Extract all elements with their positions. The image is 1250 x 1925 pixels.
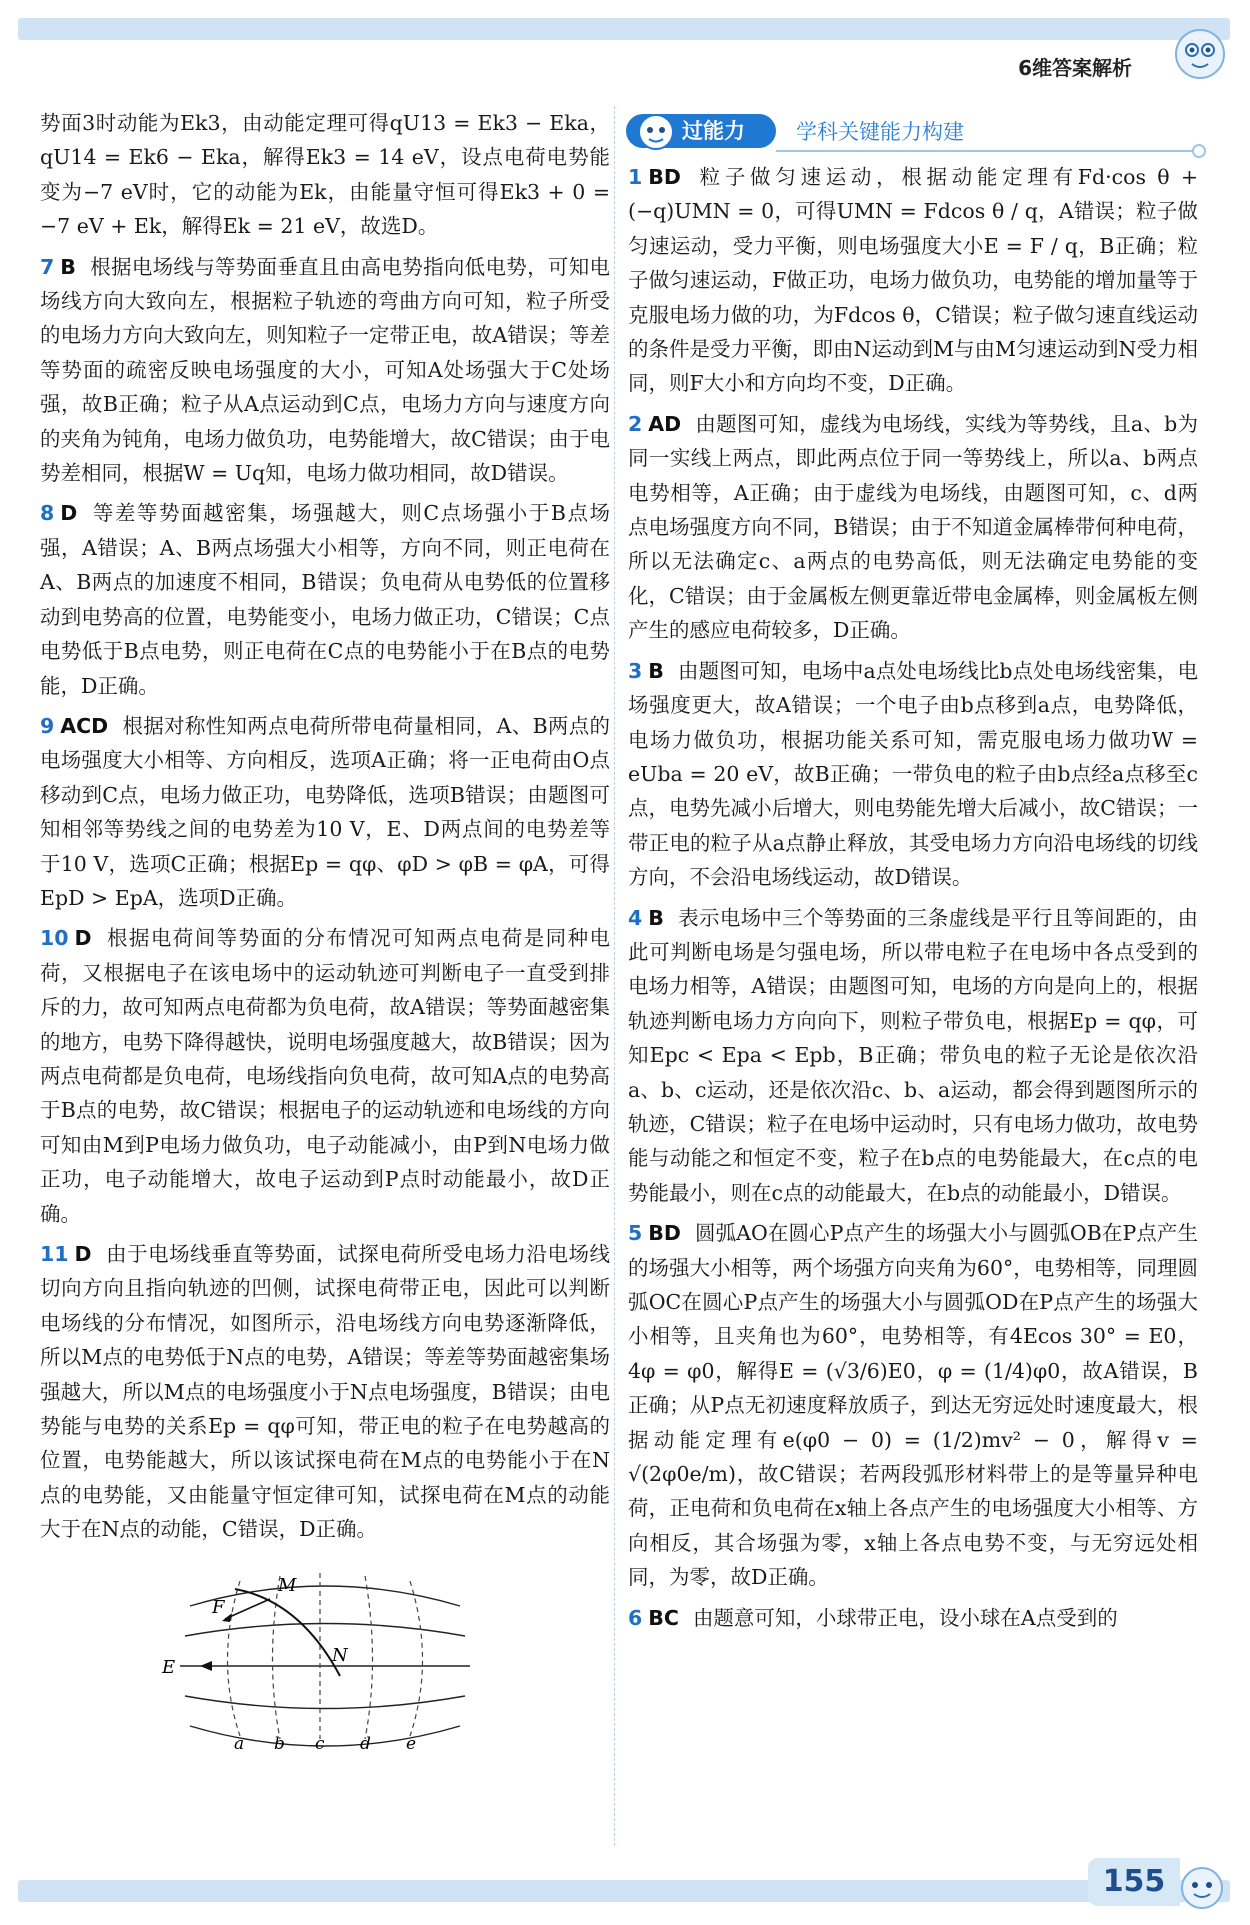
question-number: 10 xyxy=(40,926,69,951)
label-c: c xyxy=(315,1733,325,1751)
field-line xyxy=(190,1586,460,1606)
page-number: 155 xyxy=(1088,1858,1180,1906)
answer-choice: D xyxy=(60,501,78,526)
question-number: 8 xyxy=(40,501,55,526)
answer-text: 由于电场线垂直等势面，试探电荷所受电场力沿电场线切向方向且指向轨迹的凹侧，试探电荷带正电，因此可以判断电场线的分布情况，如图所示，沿电场线方向电势逐渐降低，所以M点的电势低于N点的电势，A错误；等差等势面越密集场强越大，所以M点的电场强度小于N点电场强度，B错误；由电势能与电势的关系Ep = qφ可知，带正电的粒子在电势越高的位置，电势能越大，所以该试探电荷在M点的电势能小于在N点的电势能，又由能量守恒定律可知，试探电荷在M点的动能大于在N点的动能，C错误，D正确。 xyxy=(40,1242,610,1542)
equipotential-a xyxy=(228,1581,241,1736)
question-number: 5 xyxy=(628,1221,643,1246)
field-arrowhead xyxy=(200,1661,212,1671)
force-arrow xyxy=(225,1599,270,1619)
mascot-icon xyxy=(1168,20,1232,84)
answer-text: 根据电场线与等势面垂直且由高电势指向低电势，可知电场线方向大致向左，根据粒子轨迹的弯曲方向可知，粒子所受的电场力方向大致向左，则知粒子一定带正电，故A错误；等差等势面的疏密反映电场强度的大小，可知A处场强大于C处场强，故B正确；粒子从A点运动到C点，电场力方向与速度方向的夹角为钝角，电场力做负功，电势能增大，故C错误；由于电势差相同，根据W = Uq知，电场力做功相同，故D错误。 xyxy=(40,254,610,486)
equipotential-e xyxy=(410,1581,423,1736)
answer-choice: B xyxy=(648,905,664,930)
question-number: 11 xyxy=(40,1242,69,1266)
label-b: b xyxy=(274,1733,285,1751)
equipotential-b xyxy=(273,1576,281,1739)
answer-item xyxy=(40,709,610,915)
answer-text: 由题意可知，小球带正电，设小球在A点受到的 xyxy=(692,1605,1118,1630)
label-e: e xyxy=(406,1733,417,1751)
answer-item xyxy=(628,654,1198,895)
trajectory xyxy=(235,1589,340,1676)
label-d: d xyxy=(360,1733,371,1751)
left-column xyxy=(40,106,610,1761)
answer-choice: BD xyxy=(648,165,681,189)
field-line xyxy=(190,1726,460,1746)
answer-item xyxy=(40,496,610,702)
answer-choice: BD xyxy=(648,1221,681,1246)
right-column xyxy=(628,160,1198,1641)
answer-item xyxy=(40,921,610,1231)
question-number: 9 xyxy=(40,713,55,738)
answer-text: 圆弧AO在圆心P点产生的场强大小与圆弧OB在P点产生的场强大小相等，两个场强方向夹角为60°，电势相等，同理圆弧OC在圆心P点产生的场强大小与圆弧OD在P点产生的场强大小相等，且夹角也为60°，电势相等，有4Ecos 30° = E0，4φ = φ0，解得E = (√3/6)E0，φ = (1/4)φ0，故A错误，B正确；从P点无初速度释放质子，到达无穷远处时速度最大，根据动能定理有e(φ0 − 0) = (1/2)mv² − 0，解得v = √(2φ0e/m)，故C错误；若两段弧形材料带上的是等量异种电荷，正电荷和负电荷在x轴上各点产生的电场强度大小相等、方向相反，其合场强为零，x轴上各点电势不变，与无穷远处相同，为零，故D正确。 xyxy=(628,1221,1198,1590)
top-decorative-band xyxy=(18,18,1230,40)
section-header xyxy=(626,112,1206,152)
label-N: N xyxy=(332,1644,348,1666)
label-a: a xyxy=(234,1733,245,1751)
section-mascot-icon xyxy=(634,110,678,152)
answer-choice: B xyxy=(648,658,664,683)
section-line-end-icon xyxy=(1192,144,1206,158)
footer-mascot-icon xyxy=(1172,1858,1232,1914)
label-E: E xyxy=(162,1656,176,1678)
answer-choice: BC xyxy=(648,1605,679,1630)
answer-item xyxy=(40,106,610,244)
section-badge: 过能力 xyxy=(626,114,776,148)
question-number: 6 xyxy=(628,1605,643,1630)
answer-choice: B xyxy=(60,254,76,279)
answer-item xyxy=(628,160,1198,401)
question-number: 3 xyxy=(628,658,643,683)
answer-text: 由题图可知，电场中a点处电场线比b点处电场线密集，电场强度更大，故A错误；一个电子由b点移到a点，电势降低，电场力做负功，根据功能关系可知，需克服电场力做功W = eUba = 20 eV，故B正确；一带负电的粒子由b点经a点移至c点，电势先减小后增大，则电势能先增大后减小，故C错误；一带正电的粒子从a点静止释放，其受电场力方向沿电场线的切线方向，不会沿电场线运动，故D错误。 xyxy=(628,658,1198,890)
column-divider xyxy=(614,106,615,1846)
field-line xyxy=(185,1696,465,1709)
answer-item xyxy=(628,1601,1198,1635)
label-F: F xyxy=(212,1596,225,1618)
label-M: M xyxy=(278,1574,297,1596)
answer-text: 由题图可知，虚线为电场线，实线为等势线，且a、b为同一实线上两点，即此两点位于同一等势线上，所以a、b两点电势相等，A正确；由于虚线为电场线，由题图可知，c、d两点电场强度方向不同，B错误；由于不知道金属棒带何种电荷，所以无法确定c、a两点的电势高低，则无法确定电势能的变化，C错误；由于金属板左侧更靠近带电金属棒，则金属板左侧产生的感应电荷较多，D正确。 xyxy=(628,411,1198,643)
equipotential-d xyxy=(365,1576,373,1739)
answer-text: 根据对称性知两点电荷所带电荷量相同，A、B两点的电场强度大小相等、方向相反，选项A正确；将一正电荷由O点移动到C点，电场力做正功，电势降低，选项B错误；由题图可知相邻等势线之间的电势差为10 V，E、D两点间的电势差等于10 V，选项C正确；根据Ep = qφ、φD > φB = φA，可得EpD > EpA，选项D正确。 xyxy=(40,713,610,910)
answer-item xyxy=(40,250,610,491)
header-title: 6维答案解析 xyxy=(1018,56,1132,80)
answer-item xyxy=(628,407,1198,648)
question-number: 4 xyxy=(628,905,643,930)
answer-text: 势面3时动能为Ek3，由动能定理可得qU13 = Ek3 − Eka，qU14 = Ek6 − Eka，解得Ek3 = 14 eV，设点电荷电势能变为−7 eV时，它的动能为Ek，由能量守恒可得Ek3 + 0 = −7 eV + Ek，解得Ek = 21 eV，故选D。 xyxy=(40,111,610,239)
answer-text: 等差等势面越密集，场强越大，则C点场强小于B点场强，A错误；A、B两点场强大小相等，方向不同，则正电荷在A、B两点的加速度不相同，B错误；负电荷从电势低的位置移动到电势高的位置，电势能变小，电场力做正功，C错误；C点电势低于B点电势，则正电荷在C点的电势能小于在B点的电势能，D正确。 xyxy=(40,501,610,698)
question-number: 1 xyxy=(628,165,643,189)
answer-item xyxy=(40,1237,610,1547)
bottom-decorative-band xyxy=(18,1880,1230,1902)
answer-text: 粒子做匀速运动，根据动能定理有Fd·cos θ + (−q)UMN = 0，可得UMN = Fdcos θ / q，A错误；粒子做匀速运动，受力平衡，则电场强度大小E = F / q，B正确；粒子做匀速运动，F做正功，电场力做负功，电势能的增加量等于克服电场力做的功，为Fdcos θ，C错误；粒子做匀速直线运动的条件是受力平衡，即由N运动到M与由M匀速运动到N受力相同，则F大小和方向均不变，D正确。 xyxy=(628,165,1198,396)
answer-choice: D xyxy=(74,926,92,951)
question-number: 2 xyxy=(628,411,643,436)
question-number: 7 xyxy=(40,254,55,279)
answer-item xyxy=(628,901,1198,1211)
section-underline xyxy=(776,150,1206,152)
answer-text: 表示电场中三个等势面的三条虚线是平行且等间距的，由此可判断电场是匀强电场，所以带电粒子在电场中各点受到的电场力相等，A错误；由题图可知，电场的方向是向上的，根据轨迹判断电场力方向向下，则粒子带负电，根据Ep = qφ，可知Epc < Epa < Epb，B正确；带负电的粒子无论是依次沿a、b、c运动，还是依次沿c、b、a运动，都会得到题图所示的轨迹，C错误；粒子在电场中运动时，只有电场力做功，故电势能与动能之和恒定不变，粒子在b点的电势能最大，在c点的电势能最小，则在c点的动能最大，在b点的动能最小，D错误。 xyxy=(628,905,1198,1205)
answer-item xyxy=(628,1216,1198,1594)
answer-choice: D xyxy=(74,1242,92,1266)
answer-choice: ACD xyxy=(60,713,109,738)
answer-text: 根据电荷间等势面的分布情况可知两点电荷是同种电荷，又根据电子在该电场中的运动轨迹可判断电子一直受到排斥的力，故可知两点电荷都为负电荷，故A错误；等势面越密集的地方，电势下降得越快，说明电场强度越大，故B错误；因为两点电荷都是负电荷，电场线指向负电荷，故可知A点的电势高于B点的电势，故C错误；根据电子的运动轨迹和电场线的方向可知由M到P电场力做负功，电子动能减小，由P到N电场力做正功，电子动能增大，故电子运动到P点时动能最小，故D正确。 xyxy=(40,926,610,1226)
field-line xyxy=(185,1623,465,1636)
electric-field-figure xyxy=(160,1561,490,1751)
section-subtitle: 学科关键能力构建 xyxy=(796,120,964,144)
answer-choice: AD xyxy=(648,411,682,436)
